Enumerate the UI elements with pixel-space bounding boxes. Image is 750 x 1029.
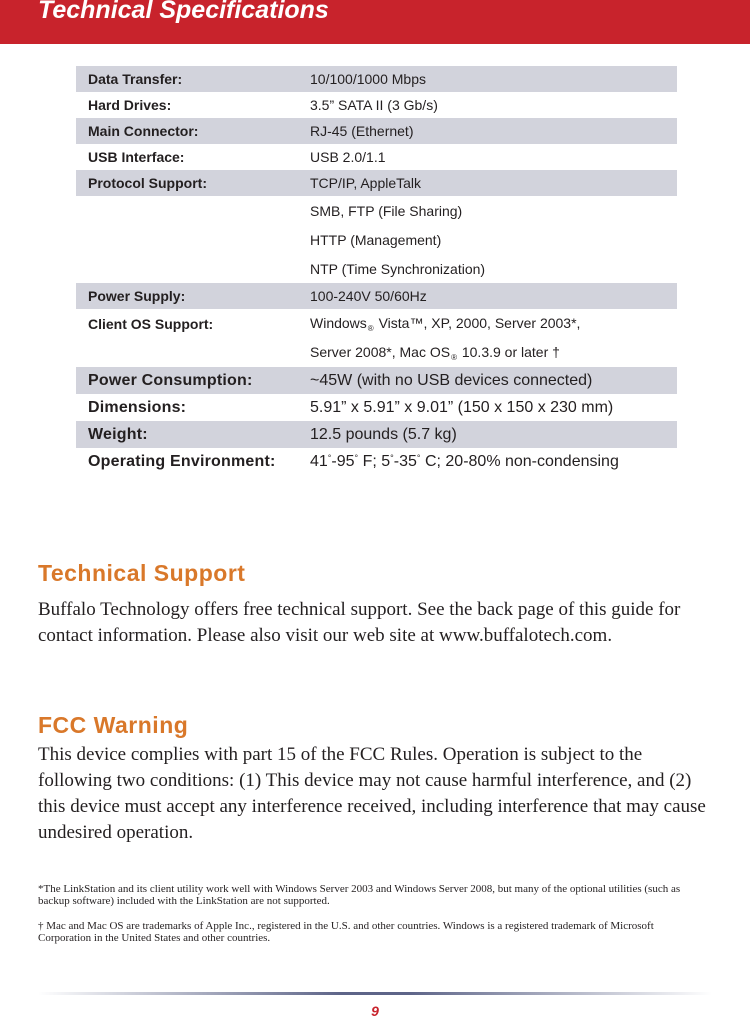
spec-value: RJ-45 (Ethernet) — [310, 118, 677, 144]
spec-label: Protocol Support: — [76, 170, 310, 196]
spec-label: Operating Environment: — [88, 452, 276, 470]
footer-divider — [38, 992, 712, 995]
spec-value: ~45W (with no USB devices connected) — [310, 367, 677, 394]
spec-value: SMB, FTP (File Sharing) — [310, 202, 463, 219]
degree-mark: ° — [354, 452, 359, 463]
spec-label: Hard Drives: — [88, 97, 172, 113]
registered-mark: ® — [451, 352, 457, 362]
spec-row-client-os-support — [76, 309, 677, 338]
trademark-footnote: † Mac and Mac OS are trademarks of Apple Inc., registered in the U.S. and other countries. Windows is a registered trademark of Microsoft Corporation in the United States and other countries. — [38, 920, 654, 944]
server-footnote: *The LinkStation and its client utility work well with Windows Server 2003 and Windows Server 2008, but many of the optional utilities (such as backup software) included with the LinkStation are not supported. — [38, 883, 681, 907]
degree-mark: ° — [327, 452, 332, 463]
spec-row-protocol-continued — [76, 254, 677, 283]
degree-mark: ° — [390, 452, 394, 463]
spec-label: Dimensions: — [88, 398, 187, 416]
spec-row-main-connector — [76, 118, 677, 144]
spec-value: 41°-95° F; 5°-35° C; 20-80% non-condensing — [310, 452, 619, 470]
registered-mark: ® — [367, 323, 374, 333]
technical-support-body: Buffalo Technology offers free technical support. See the back page of this guide for contact information. Please also visit our web site at www.buffalotech.com. — [38, 599, 681, 646]
header-band — [0, 0, 750, 44]
spec-label: Client OS Support: — [88, 315, 214, 332]
spec-value: 3.5” SATA II (3 Gb/s) — [310, 97, 438, 113]
spec-label: Power Consumption: — [76, 367, 310, 394]
spec-row-usb-interface — [76, 144, 677, 170]
spec-row-hard-drives — [76, 92, 677, 118]
spec-row-power-supply — [76, 283, 677, 309]
spec-value: USB 2.0/1.1 — [310, 149, 386, 165]
spec-value: Windows$_®$ Vista™, XP, 2000, Server 2003*, — [310, 314, 581, 333]
spec-value: NTP (Time Synchronization) — [310, 260, 486, 277]
fcc-warning-heading: FCC Warning — [38, 712, 189, 738]
spec-row-data-transfer — [76, 66, 677, 92]
spec-row-dimensions — [76, 394, 677, 421]
page-number: 9 — [371, 1003, 379, 1019]
technical-support-heading: Technical Support — [38, 560, 246, 586]
degree-mark: ° — [416, 452, 421, 463]
spec-value: TCP/IP, AppleTalk — [310, 170, 677, 196]
specifications-table — [76, 66, 677, 475]
spec-row-protocol-continued — [76, 196, 677, 225]
spec-value: Server 2008*, Mac $OS_®$ 10.3.9 or later † — [310, 343, 560, 362]
spec-value: 10/100/1000 Mbps — [310, 66, 677, 92]
spec-value: 5.91” x 5.91” x 9.01” (150 x 150 x 230 mm) — [310, 398, 614, 416]
spec-value: HTTP (Management) — [310, 231, 442, 248]
spec-value: 12.5 pounds (5.7 kg) — [310, 421, 677, 448]
page-title: Technical Specifications — [38, 0, 329, 24]
spec-label: USB Interface: — [88, 149, 185, 165]
spec-row-protocol-continued — [76, 225, 677, 254]
spec-label: Power Supply: — [76, 283, 310, 309]
spec-label: Data Transfer: — [76, 66, 310, 92]
spec-row-weight — [76, 421, 677, 448]
spec-label: Weight: — [76, 421, 310, 448]
spec-label: Main Connector: — [76, 118, 310, 144]
spec-row-operating-environment — [76, 448, 677, 475]
spec-value: 100-240V 50/60Hz — [310, 283, 677, 309]
spec-row-client-os-continued — [76, 338, 677, 367]
fcc-warning-body: This device complies with part 15 of the FCC Rules. Operation is subject to the following two conditions: (1) This device may not cause harmful interference, and (2) this device must accept any interference received, including interference that may cause undesired operation. — [38, 744, 706, 843]
spec-row-power-consumption — [76, 367, 677, 394]
spec-row-protocol-support — [76, 170, 677, 196]
